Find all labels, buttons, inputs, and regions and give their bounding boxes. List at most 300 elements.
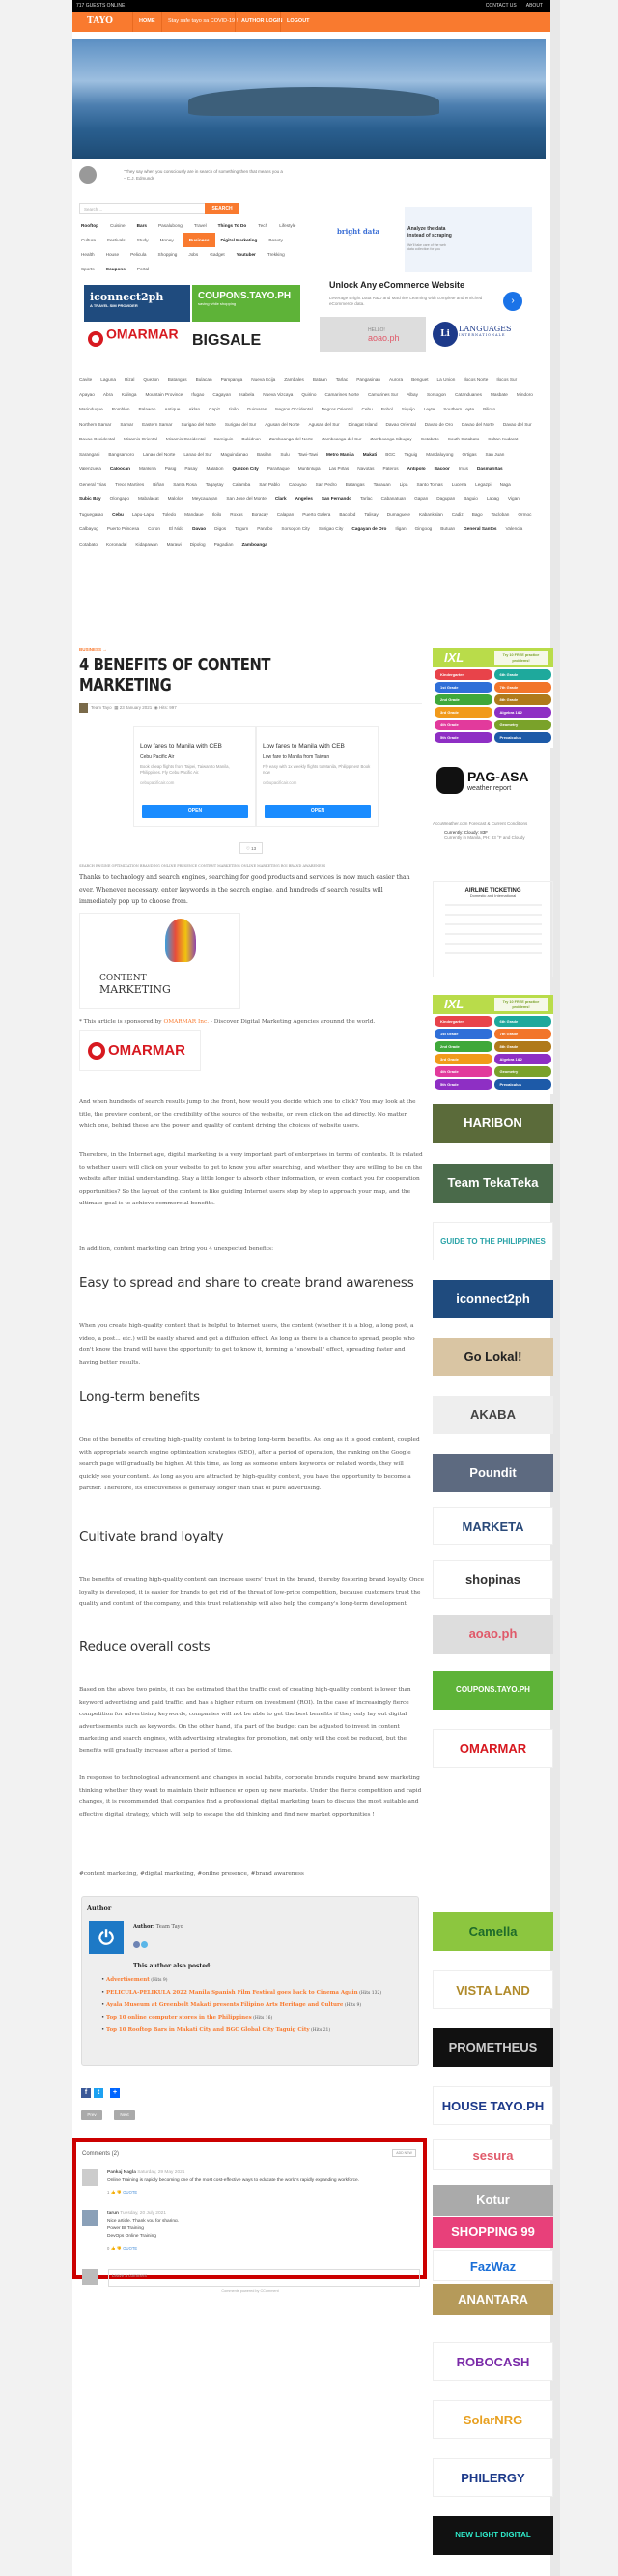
search-input[interactable]: Search ... [79,203,210,214]
location-link[interactable]: Cotabato [79,541,98,547]
location-link[interactable]: Dagupan [436,496,456,501]
aoao-banner[interactable] [320,317,426,352]
ixl-grade-button[interactable]: 1st Grade [435,1029,492,1039]
location-link[interactable]: Tarlac [335,377,349,382]
sponsor-go-lokal-[interactable]: Go Lokal! [433,1338,553,1376]
ixl-grade-button[interactable]: 2nd Grade [435,694,492,705]
sponsor-coupons-tayo-ph[interactable]: COUPONS.TAYO.PH [433,1671,553,1710]
location-link[interactable]: Tanauan [373,481,391,487]
location-link[interactable]: Calapan [276,511,295,517]
sponsor-sesura[interactable]: sesura [433,2139,553,2170]
location-link[interactable]: Santa Rosa [173,481,197,487]
author-post-link[interactable]: Ayala Museum at Greenbelt Makati presents Filipino Arts Heritage and Culture [106,2002,344,2008]
location-link[interactable]: Rizal [124,377,135,382]
location-link[interactable]: Bukidnon [241,437,261,441]
ixl-grade-button[interactable]: 3rd Grade [435,1054,492,1064]
location-link[interactable]: San Pedro [315,481,337,487]
ixl-ad-2[interactable] [433,995,553,1094]
location-link[interactable]: Quirino [301,391,317,397]
location-link[interactable]: Albay [407,391,418,397]
ixl-grade-button[interactable]: 5th Grade [435,732,492,743]
location-link[interactable]: Clark [274,496,287,501]
location-link[interactable]: Cagayan de Oro [351,526,387,531]
addthis-plus-icon[interactable]: + [110,2088,120,2098]
location-link[interactable]: Tagaytay [205,481,224,487]
location-link[interactable]: Zamboanga [241,541,267,547]
location-link[interactable]: Sultan Kudarat [488,437,519,441]
location-link[interactable]: Ifugao [191,391,205,397]
location-link[interactable]: Kidapawan [135,541,158,547]
location-link[interactable]: Laoag [486,496,499,501]
location-link[interactable]: Taguig [404,451,418,457]
ixl-grade-button[interactable]: Kindergarten [435,1016,492,1027]
sponsor-link[interactable]: OMARMAR Inc. [163,1019,210,1025]
location-link[interactable]: Masbate [490,391,508,397]
location-link[interactable]: South Cotabato [447,437,480,441]
sponsor-anantara[interactable]: ANANTARA [433,2284,553,2315]
location-link[interactable]: Pangasinan [356,377,380,382]
location-link[interactable]: Digos [214,526,227,531]
location-link[interactable]: Mindoro [516,391,533,397]
location-link[interactable]: Dinagat Island [348,421,378,427]
location-link[interactable]: Parañaque [267,467,290,471]
location-link[interactable]: Lapu-Lapu [131,511,154,517]
location-link[interactable]: Boracay [251,511,268,517]
ixl-grade-button[interactable]: 8th Grade [494,694,552,705]
location-link[interactable]: Isabela [239,391,255,397]
location-link[interactable]: Siquijo [401,407,415,411]
thumbs-down-icon[interactable]: 👎 [116,2190,123,2194]
sponsor-house-tayo-ph[interactable]: HOUSE TAYO.PH [433,2086,553,2125]
category-jobs[interactable]: Jobs [188,252,199,257]
location-link[interactable]: Subic Bay [79,496,101,501]
location-link[interactable]: Southern Leyte [443,407,475,411]
location-link[interactable]: Lipa [399,481,408,487]
location-link[interactable]: Calamba [232,481,251,487]
location-link[interactable]: Ilocos Norte [464,377,489,382]
location-link[interactable]: Guimaras [246,407,267,411]
like-button[interactable] [239,842,263,854]
category-portal[interactable]: Portal [136,267,150,271]
ixl-grade-button[interactable]: 5th Grade [435,1079,492,1090]
location-link[interactable]: Toledo [162,511,177,517]
sponsor-omarmar[interactable]: OMARMAR [433,1729,553,1768]
ad-open-button[interactable]: OPEN [265,805,371,818]
author-post-link[interactable]: PELICULA-PELIKULA 2022 Manila Spanish Film Festival goes back to Cinema Again [106,1990,358,1996]
location-link[interactable]: Talisay [364,511,379,517]
location-link[interactable]: Antipolo [407,467,426,471]
location-link[interactable]: Aklan [188,407,201,411]
location-link[interactable]: Bacoor [434,467,450,471]
location-link[interactable]: Ortigas [462,451,477,457]
thumbs-down-icon[interactable]: 👎 [116,2246,123,2250]
location-link[interactable]: Kalinga [121,391,137,397]
category-bars[interactable]: Bars [136,223,148,228]
location-link[interactable]: Malabon [206,467,224,471]
quote-link[interactable]: QUOTE [123,2246,138,2250]
location-link[interactable]: Gingoog [414,526,433,531]
author-post-link[interactable]: Top 10 Rooftop Bars in Makati City and BGC Global City Taguig City [106,2027,310,2033]
location-link[interactable]: Davao Occidental [79,437,115,441]
location-link[interactable]: Iligan [395,526,407,531]
category-pelicula[interactable]: Pelicula [130,252,147,257]
sponsor-akaba[interactable]: AKABA [433,1396,553,1434]
location-link[interactable]: Malolos [167,496,183,501]
sponsor-philergy[interactable]: PHILERGY [433,2458,553,2497]
languages-banner[interactable] [430,319,536,352]
category-study[interactable]: Study [136,238,149,242]
location-link[interactable]: Antique [164,407,181,411]
location-link[interactable]: Camarines Sur [367,391,399,397]
google-ad-2[interactable] [256,726,379,827]
quote-link[interactable]: QUOTE [123,2190,138,2194]
location-link[interactable]: Davao del Norte [461,421,494,427]
ixl-grade-button[interactable]: 4th Grade [435,1066,492,1077]
location-link[interactable]: Romblon [111,407,130,411]
author-post-link[interactable]: Advertisement [106,1977,150,1983]
location-link[interactable]: Palawan [138,407,156,411]
location-link[interactable]: Zamboanga del Norte [268,437,314,441]
location-link[interactable]: Cabanatuan [380,496,407,501]
category-house[interactable]: House [105,252,120,257]
thumbs-up-icon[interactable]: 👍 [110,2246,116,2250]
category-lifestyle[interactable]: Lifestyle [279,223,296,228]
location-link[interactable]: Lucena [451,481,467,487]
location-link[interactable]: Mandaluyong [426,451,454,457]
location-link[interactable]: Trece Martires [115,481,145,487]
location-link[interactable]: Lanao del Sur [183,451,212,457]
location-link[interactable]: Dipolog [189,541,206,547]
location-link[interactable]: Cebu [361,407,373,411]
location-link[interactable]: Batangas [167,377,187,382]
location-link[interactable]: Naga [499,481,511,487]
location-link[interactable]: San Pablo [259,481,280,487]
location-link[interactable]: Tarlac [360,496,373,501]
location-link[interactable]: Santo Tomas [416,481,443,487]
location-link[interactable]: Benguet [411,377,429,382]
location-link[interactable]: Bulacan [195,377,212,382]
location-link[interactable]: El Nido [168,526,184,531]
weather-title[interactable]: AccuWeather.com Forecast & Current Conditions [433,821,528,826]
author-post-link[interactable]: Top 10 online computer stores in the Philippines [106,2015,252,2021]
category-coupons[interactable]: Coupons [105,267,126,271]
sponsor-aoao-ph[interactable]: aoao.ph [433,1615,553,1654]
location-link[interactable]: Surigao City [318,526,344,531]
location-link[interactable]: Vigan [507,496,520,501]
location-link[interactable]: Mountain Province [145,391,183,397]
nav-covid[interactable]: Stay safe tayo sa COVID-19 ! [161,12,243,32]
sponsor-marketa[interactable]: MARKETA [433,1507,553,1545]
ixl-grade-button[interactable]: Algebra 1&2 [494,707,552,718]
location-link[interactable]: Angeles [295,496,313,501]
location-link[interactable]: Apayao [79,391,95,397]
category-digital-marketing[interactable]: Digital Marketing [220,238,258,242]
ixl-grade-button[interactable]: 3rd Grade [435,707,492,718]
coupons-banner[interactable] [192,285,300,322]
location-link[interactable]: Valenzuela [79,467,101,471]
location-link[interactable]: Las Piñas [328,467,350,471]
location-link[interactable]: Gapan [414,496,429,501]
sponsor-shopping-99[interactable]: SHOPPING 99 [433,2217,553,2248]
brightdata-ad[interactable] [320,203,537,319]
location-link[interactable]: Bago [471,511,483,517]
article-tags[interactable]: SEARCH ENGINE OPTIMIZATION BRANDING ONLINE PRESENCE CONTENT MARKETING ONLINE MARKETING ROI BRAND AWARENESS [79,864,326,868]
thumbs-up-icon[interactable]: 👍 [110,2190,116,2194]
location-link[interactable]: Davao del Sur [502,421,532,427]
chevron-right-icon[interactable]: › [503,292,522,311]
location-link[interactable]: Davao Oriental [385,421,416,427]
location-link[interactable]: Cagayan [212,391,232,397]
location-link[interactable]: Marikina [138,467,156,471]
sponsor-prometheus[interactable]: PROMETHEUS [433,2028,553,2067]
ixl-grade-button[interactable]: Algebra 1&2 [494,1054,552,1064]
location-link[interactable]: San Juan [485,451,505,457]
iconnect-banner[interactable] [84,285,190,322]
location-link[interactable]: Muntinlupa [297,467,321,471]
location-link[interactable]: BGC [385,451,396,457]
location-link[interactable]: Negros Oriental [321,407,353,411]
add-comment-button[interactable]: ADD NEW [392,2149,416,2157]
location-link[interactable]: Surigao del Norte [181,421,216,427]
facebook-share-icon[interactable]: f [81,2088,91,2098]
location-link[interactable]: Coron [148,526,160,531]
category-sports[interactable]: Sports [81,267,95,271]
bigsale-banner[interactable] [192,324,300,357]
ixl-grade-button[interactable]: 4th Grade [435,720,492,730]
nav-home[interactable]: HOME [132,12,161,32]
ixl-grade-button[interactable]: 2nd Grade [435,1041,492,1052]
category-money[interactable]: Money [159,238,174,242]
ixl-ad[interactable] [433,648,553,748]
ixl-grade-button[interactable]: Geometry [494,1066,552,1077]
location-link[interactable]: Sorsogon City [281,526,310,531]
sponsor-haribon[interactable]: HARIBON [433,1104,553,1143]
next-button[interactable]: Next [114,2110,135,2120]
location-link[interactable]: Caloocan [109,467,130,471]
location-link[interactable]: Batangas [345,481,365,487]
location-link[interactable]: Bangsamoro [108,451,134,457]
location-link[interactable]: Zamboanga del Sur [322,437,362,441]
location-link[interactable]: Kabankalan [418,511,443,517]
category-rooftop[interactable]: Rooftop [81,223,98,228]
comment-input[interactable]: Leave a comment [108,2269,420,2287]
ixl-grade-button[interactable]: 6th Grade [494,1016,552,1027]
location-link[interactable]: Catanduanes [455,391,482,397]
omarmar-banner[interactable] [84,324,190,357]
location-link[interactable]: Zamboanga Sibugay [370,437,412,441]
location-link[interactable]: Marinduque [79,407,103,411]
location-link[interactable]: Cabuyao [288,481,307,487]
ixl-grade-button[interactable]: 7th Grade [494,682,552,693]
location-link[interactable]: Misamis Occidental [165,437,206,441]
location-link[interactable]: Tuguegarao [79,511,104,517]
ixl-grade-button[interactable]: Kindergarten [435,669,492,680]
category-travel[interactable]: Travel [193,223,207,228]
location-link[interactable]: Meycauayan [191,496,218,501]
ixl-grade-button[interactable]: Geometry [494,720,552,730]
location-link[interactable]: Leyte [423,407,435,411]
location-link[interactable]: Panabo [257,526,273,531]
location-link[interactable]: Ilocos Sur [496,377,518,382]
category-youtuber[interactable]: Youtuber [236,252,256,257]
nav-author-login[interactable]: AUTHOR LOGIN [235,12,288,32]
sponsor-kotur[interactable]: Kotur [433,2185,553,2216]
location-link[interactable]: Cotabato [420,437,439,441]
category-gadget[interactable]: Gadget [210,252,225,257]
location-link[interactable]: Bataan [312,377,327,382]
category-kicker[interactable]: BUSINESS → [79,647,107,652]
location-link[interactable]: Cadiz [451,511,464,517]
location-link[interactable]: Dumaguete [386,511,410,517]
pagasa-banner[interactable] [433,763,553,802]
location-link[interactable]: Makati [362,451,378,457]
category-shopping[interactable]: Shopping [157,252,178,257]
location-link[interactable]: Camiguin [213,437,234,441]
location-link[interactable]: Tawi-Tawi [297,451,319,457]
location-link[interactable]: Metro Manila [326,451,354,457]
location-link[interactable]: La Union [436,377,456,382]
location-link[interactable]: San Fernando [321,496,352,501]
location-link[interactable]: Roxas [230,511,243,517]
ad-open-button[interactable]: OPEN [142,805,248,818]
sponsor-poundit[interactable]: Poundit [433,1454,553,1492]
location-link[interactable]: Baguio [464,496,478,501]
location-link[interactable]: Sorsogon [426,391,447,397]
location-link[interactable]: Eastern Samar [142,421,173,427]
omarmar-logo[interactable] [79,1030,201,1071]
location-link[interactable]: Agusan del Sur [308,421,340,427]
location-link[interactable]: Agusan del Norte [265,421,300,427]
location-link[interactable]: Lanao del Norte [142,451,176,457]
sponsor-iconnect2ph[interactable]: iconnect2ph [433,1280,553,1318]
location-link[interactable]: San Jose del Monte [226,496,267,501]
location-link[interactable]: Misamis Oriental [124,437,157,441]
ixl-grade-button[interactable]: Precalculus [494,732,552,743]
location-link[interactable]: Basilan [256,451,272,457]
location-link[interactable]: Tagum [235,526,249,531]
location-link[interactable]: Nueva Vizcaya [263,391,294,397]
location-link[interactable]: Cavite [79,377,93,382]
prev-button[interactable]: Prev [81,2110,102,2120]
location-link[interactable]: Pagadian [213,541,234,547]
sponsor-fazwaz[interactable]: FazWaz [433,2250,553,2281]
location-link[interactable]: Mabalacat [138,496,159,501]
location-link[interactable]: Olongapo [109,496,130,501]
location-link[interactable]: Pampanga [220,377,243,382]
location-link[interactable]: Marawi [166,541,182,547]
site-logo[interactable]: TAYO [87,16,114,26]
category-beauty[interactable]: Beauty [268,238,283,242]
category-things-to-do[interactable]: Things To Do [217,223,247,228]
location-link[interactable]: Maguindanao [220,451,248,457]
facebook-icon[interactable] [133,1941,140,1948]
category-health[interactable]: Health [81,252,95,257]
location-link[interactable]: Calbayog [79,526,98,531]
location-link[interactable]: Capiz [209,407,221,411]
location-link[interactable]: Aurora [389,377,404,382]
location-link[interactable]: Davao de Oro [424,421,453,427]
category-business[interactable]: Business [183,233,215,247]
twitter-share-icon[interactable]: t [94,2088,103,2098]
category-tech[interactable]: Tech [258,223,268,228]
about-link[interactable]: ABOUT [525,3,543,9]
location-link[interactable]: Sulu [280,451,290,457]
ixl-grade-button[interactable]: 1st Grade [435,682,492,693]
airline-ticketing-ad[interactable] [433,881,553,977]
location-link[interactable]: General Santos [464,526,497,531]
location-link[interactable]: Nueva Ecija [251,377,276,382]
category-pasalubong[interactable]: Pasalubong [158,223,183,228]
location-link[interactable]: Cebu [112,511,124,517]
author-name[interactable]: Team Tayo [91,705,112,711]
location-link[interactable]: Biñan [153,481,165,487]
contact-link[interactable]: CONTACT US [485,3,517,9]
location-link[interactable]: Iloilo [229,407,239,411]
location-link[interactable]: Negros Occidental [275,407,313,411]
location-link[interactable]: Ormoc [518,511,532,517]
location-link[interactable]: Northern Samar [79,421,112,427]
category-trekking[interactable]: Trekking [267,252,285,257]
location-link[interactable]: Pateros [382,467,399,471]
ixl-grade-button[interactable]: 7th Grade [494,1029,552,1039]
sponsor-solarnrg[interactable]: SolarNRG [433,2400,553,2439]
location-link[interactable]: Puerto Galera [302,511,331,517]
ixl-grade-button[interactable]: 6th Grade [494,669,552,680]
location-link[interactable]: Quezon [143,377,159,382]
location-link[interactable]: Laguna [100,377,116,382]
sponsor-guide-to-the-philippines[interactable]: GUIDE TO THE PHILIPPINES [433,1222,553,1260]
category-festivals[interactable]: Festivals [107,238,126,242]
location-link[interactable]: Davao [192,526,207,531]
ixl-grade-button[interactable]: 8th Grade [494,1041,552,1052]
location-link[interactable]: Sarangani [79,451,100,457]
location-link[interactable]: Tacloban [491,511,510,517]
search-button[interactable]: SEARCH [205,203,239,214]
google-ad-1[interactable] [133,726,256,827]
category-cuisine[interactable]: Cuisine [109,223,126,228]
location-link[interactable]: Puerto Princesa [106,526,140,531]
location-link[interactable]: Imus [458,467,468,471]
location-link[interactable]: Legazpi [475,481,492,487]
location-link[interactable]: Navotas [357,467,375,471]
sponsor-camella[interactable]: Camella [433,1912,553,1951]
location-link[interactable]: Surigao del Sur [224,421,257,427]
location-link[interactable]: Bacolod [339,511,356,517]
category-culture[interactable]: Culture [81,238,97,242]
sponsor-vista-land[interactable]: VISTA LAND [433,1970,553,2009]
location-link[interactable]: Pasay [184,467,198,471]
location-link[interactable]: Mandaue [184,511,204,517]
location-link[interactable]: Dasmariñas [476,467,503,471]
sponsor-team-tekateka[interactable]: Team TekaTeka [433,1164,553,1203]
location-link[interactable]: Biliran [483,407,496,411]
location-link[interactable]: Butuan [440,526,456,531]
location-link[interactable]: Pasig [164,467,177,471]
location-link[interactable]: Valencia [505,526,523,531]
location-link[interactable]: Koronadal [106,541,127,547]
sponsor-robocash[interactable]: ROBOCASH [433,2342,553,2381]
nav-logout[interactable]: LOGOUT [280,12,316,32]
location-link[interactable]: General Trias [79,481,107,487]
location-link[interactable]: Bohol [380,407,393,411]
location-link[interactable]: Camarines Norte [324,391,359,397]
location-link[interactable]: Zambales [284,377,304,382]
ixl-grade-button[interactable]: Precalculus [494,1079,552,1090]
location-link[interactable]: Abra [102,391,113,397]
location-link[interactable]: Samar [120,421,134,427]
location-link[interactable]: Iloilo [211,511,222,517]
sponsor-shopinas[interactable]: shopinas [433,1560,553,1599]
